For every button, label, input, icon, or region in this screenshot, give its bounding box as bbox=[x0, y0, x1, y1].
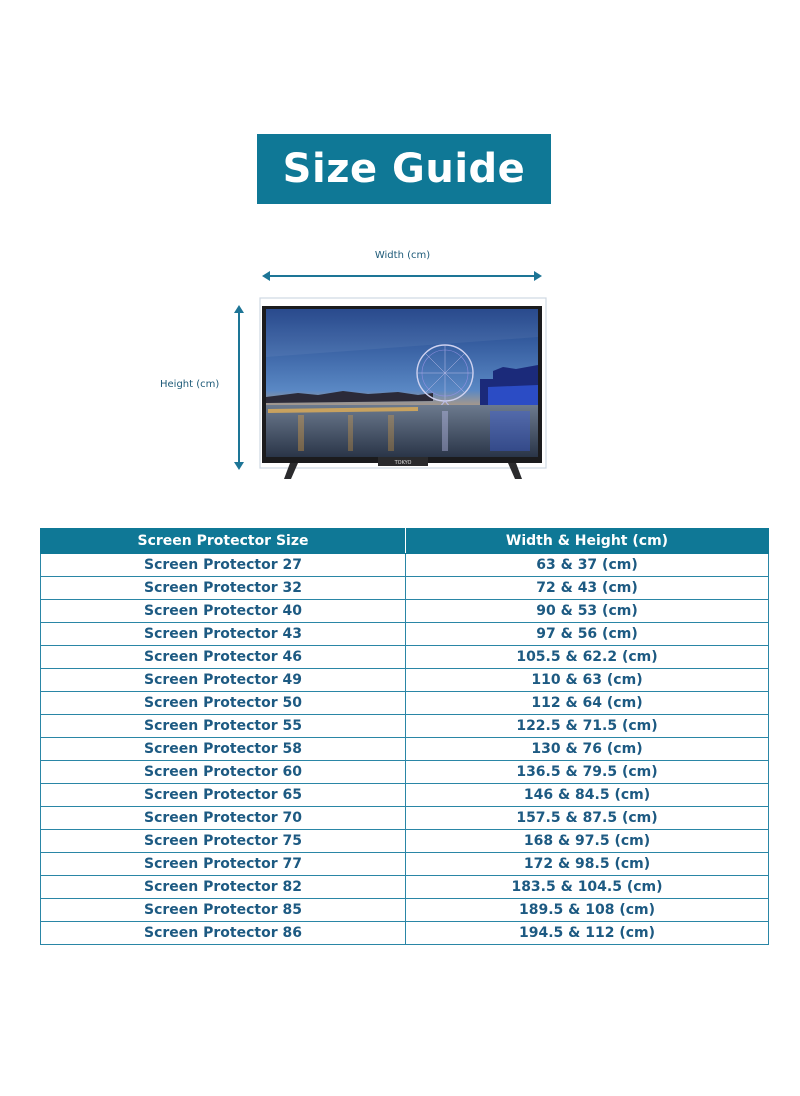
dimensions-cell: 130 & 76 (cm) bbox=[406, 738, 769, 761]
tv-foot-right bbox=[508, 463, 522, 479]
protector-size-cell: Screen Protector 85 bbox=[41, 899, 406, 922]
table-row bbox=[41, 715, 769, 738]
table-row bbox=[41, 646, 769, 669]
protector-size-cell: Screen Protector 43 bbox=[41, 623, 406, 646]
width-arrow-left-head bbox=[262, 271, 270, 281]
size-guide-table bbox=[40, 528, 769, 945]
table-row bbox=[41, 853, 769, 876]
table-row bbox=[41, 899, 769, 922]
height-arrow bbox=[238, 310, 240, 465]
size-guide-banner bbox=[257, 134, 551, 204]
page-title: Size Guide bbox=[282, 146, 526, 192]
table-row bbox=[41, 669, 769, 692]
protector-size-cell: Screen Protector 32 bbox=[41, 577, 406, 600]
dimensions-cell: 183.5 & 104.5 (cm) bbox=[406, 876, 769, 899]
dimensions-cell: 146 & 84.5 (cm) bbox=[406, 784, 769, 807]
dimensions-cell: 157.5 & 87.5 (cm) bbox=[406, 807, 769, 830]
column-header-size: Screen Protector Size bbox=[41, 529, 406, 554]
table-row bbox=[41, 738, 769, 761]
height-arrow-top-head bbox=[234, 305, 244, 313]
dimensions-cell: 97 & 56 (cm) bbox=[406, 623, 769, 646]
height-arrow-bottom-head bbox=[234, 462, 244, 470]
protector-size-cell: Screen Protector 55 bbox=[41, 715, 406, 738]
table-row bbox=[41, 623, 769, 646]
protector-size-cell: Screen Protector 77 bbox=[41, 853, 406, 876]
protector-size-cell: Screen Protector 86 bbox=[41, 922, 406, 945]
table-row bbox=[41, 692, 769, 715]
dimensions-cell: 63 & 37 (cm) bbox=[406, 554, 769, 577]
protector-size-cell: Screen Protector 49 bbox=[41, 669, 406, 692]
table-body bbox=[41, 554, 769, 945]
table-row bbox=[41, 600, 769, 623]
table-row bbox=[41, 554, 769, 577]
dimensions-cell: 105.5 & 62.2 (cm) bbox=[406, 646, 769, 669]
dimensions-cell: 168 & 97.5 (cm) bbox=[406, 830, 769, 853]
protector-size-cell: Screen Protector 50 bbox=[41, 692, 406, 715]
table-row bbox=[41, 577, 769, 600]
tv-foot-left bbox=[284, 463, 298, 479]
protector-size-cell: Screen Protector 70 bbox=[41, 807, 406, 830]
protector-size-cell: Screen Protector 58 bbox=[41, 738, 406, 761]
protector-size-cell: Screen Protector 27 bbox=[41, 554, 406, 577]
height-dimension-label: Height (cm) bbox=[160, 379, 220, 390]
dimensions-cell: 172 & 98.5 (cm) bbox=[406, 853, 769, 876]
dimensions-cell: 122.5 & 71.5 (cm) bbox=[406, 715, 769, 738]
width-arrow bbox=[266, 275, 536, 277]
table-row bbox=[41, 876, 769, 899]
dimensions-cell: 136.5 & 79.5 (cm) bbox=[406, 761, 769, 784]
protector-size-cell: Screen Protector 46 bbox=[41, 646, 406, 669]
dimensions-cell: 189.5 & 108 (cm) bbox=[406, 899, 769, 922]
table-row bbox=[41, 922, 769, 945]
dimensions-cell: 194.5 & 112 (cm) bbox=[406, 922, 769, 945]
table-row bbox=[41, 761, 769, 784]
table-row bbox=[41, 807, 769, 830]
column-header-dimensions: Width & Height (cm) bbox=[406, 529, 769, 554]
width-dimension-label: Width (cm) bbox=[374, 250, 431, 261]
protector-size-cell: Screen Protector 82 bbox=[41, 876, 406, 899]
protector-size-cell: Screen Protector 65 bbox=[41, 784, 406, 807]
dimensions-cell: 112 & 64 (cm) bbox=[406, 692, 769, 715]
table-row bbox=[41, 830, 769, 853]
table-row bbox=[41, 784, 769, 807]
protector-size-cell: Screen Protector 40 bbox=[41, 600, 406, 623]
table-header-row bbox=[41, 529, 769, 554]
dimensions-cell: 110 & 63 (cm) bbox=[406, 669, 769, 692]
width-arrow-right-head bbox=[534, 271, 542, 281]
tv-brand-label: TOKYO bbox=[394, 460, 412, 466]
protector-size-cell: Screen Protector 75 bbox=[41, 830, 406, 853]
tv-illustration bbox=[258, 297, 548, 482]
dimensions-cell: 90 & 53 (cm) bbox=[406, 600, 769, 623]
dimensions-cell: 72 & 43 (cm) bbox=[406, 577, 769, 600]
protector-size-cell: Screen Protector 60 bbox=[41, 761, 406, 784]
